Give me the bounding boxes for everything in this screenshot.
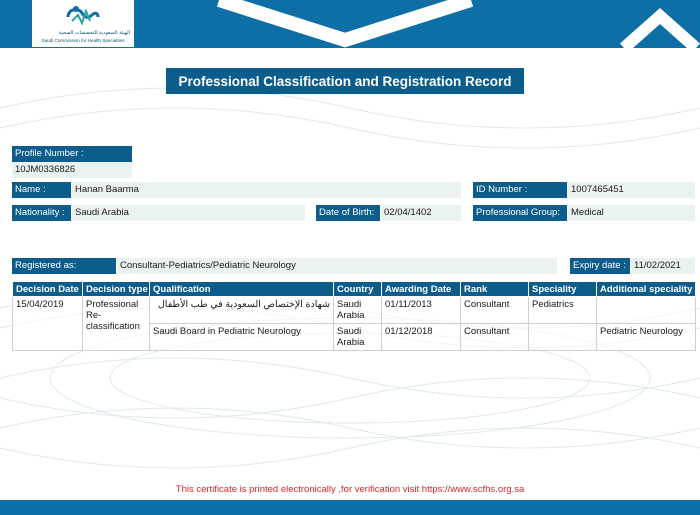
rank-cell: Consultant	[461, 297, 529, 324]
country-cell: Saudi Arabia	[334, 324, 382, 351]
verification-note: This certificate is printed electronically ,for verification visit https://www.scfhs.org.sa	[175, 484, 525, 495]
table-row	[13, 297, 696, 324]
column-header: Qualification	[150, 282, 334, 297]
dob-label: Date of Birth:	[316, 205, 380, 221]
registered-as-value: Consultant-Pediatrics/Pediatric Neurology	[117, 258, 557, 274]
expiry-date-label: Expiry date :	[570, 258, 630, 274]
id-number-label: ID Number :	[473, 182, 567, 198]
guilloche-watermark	[0, 48, 700, 500]
column-header: Additional speciality	[597, 282, 696, 297]
professional-group-label: Professional Group:	[473, 205, 567, 221]
column-header: Decision type	[83, 282, 150, 297]
profile-number-label: Profile Number :	[12, 146, 132, 162]
column-header: Rank	[461, 282, 529, 297]
column-header: Awarding Date	[382, 282, 461, 297]
name-value: Hanan Baarma	[72, 182, 461, 198]
awarding-date-cell: 01/12/2018	[382, 324, 461, 351]
qualification-cell: Saudi Board in Pediatric Neurology	[150, 324, 334, 351]
footer-bar	[0, 500, 700, 515]
expiry-date-value: 11/02/2021	[631, 258, 695, 274]
registered-as-label: Registered as:	[12, 258, 116, 274]
column-header: Speciality	[529, 282, 597, 297]
column-header: Country	[334, 282, 382, 297]
qualification-cell: شهادة الإختصاص السعودية في طب الأطفال	[150, 297, 334, 324]
chevron-decoration	[215, 0, 475, 48]
column-header: Decision Date	[13, 282, 83, 297]
id-number-value: 1007465451	[568, 182, 695, 198]
scfhs-logo	[32, 0, 134, 47]
professional-group-value: Medical	[568, 205, 695, 221]
logo-arabic-text: الهيئة السعودية للتخصصات الصحية	[58, 30, 130, 36]
speciality-cell: Pediatrics	[529, 297, 597, 324]
chevron-decoration-right	[620, 0, 700, 48]
decision-type-cell: Professional Re-classification	[83, 297, 150, 351]
table-header-row	[13, 282, 696, 297]
logo-english-text: Saudi Commission for Health Specialties	[41, 38, 125, 43]
decision-date-cell: 15/04/2019	[13, 297, 83, 351]
qualification-records-table	[12, 281, 696, 351]
nationality-label: Nationality :	[12, 205, 71, 221]
additional-speciality-cell: Pediatric Neurology	[597, 324, 696, 351]
speciality-cell	[529, 324, 597, 351]
rank-cell: Consultant	[461, 324, 529, 351]
country-cell: Saudi Arabia	[334, 297, 382, 324]
additional-speciality-cell	[597, 297, 696, 324]
dob-value: 02/04/1402	[381, 205, 461, 221]
nationality-value: Saudi Arabia	[72, 205, 305, 221]
profile-number-value: 10JM0336826	[12, 162, 132, 178]
page-title: Professional Classification and Registration Record	[166, 68, 524, 94]
logo-mark-icon	[62, 3, 104, 29]
awarding-date-cell: 01/11/2013	[382, 297, 461, 324]
name-label: Name :	[12, 182, 71, 198]
